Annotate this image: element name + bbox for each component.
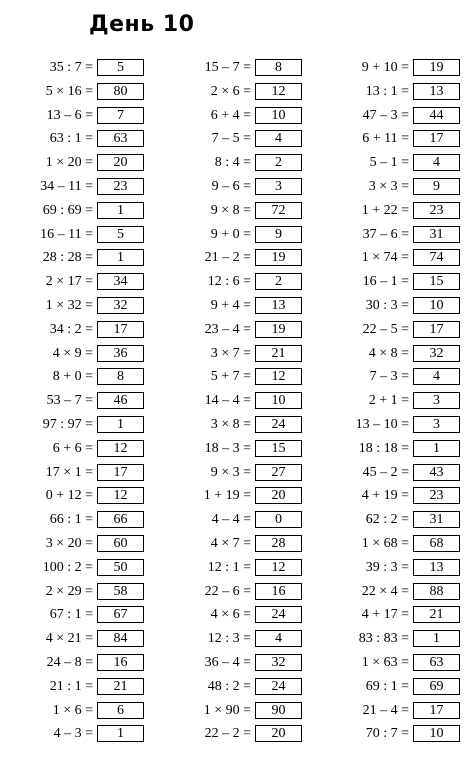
problem-expression: 22 × 4 =: [361, 583, 409, 599]
problem-expression: 97 : 97 =: [42, 416, 93, 432]
problem-row: [0, 200, 155, 224]
answer-box: 0: [255, 511, 302, 528]
problem-expression: 1 × 32 =: [45, 297, 93, 313]
answer-box: 60: [97, 535, 144, 552]
answer-box: 43: [413, 464, 460, 481]
problem-row: [0, 628, 155, 652]
answer-box: 21: [97, 678, 144, 695]
problem-row: [316, 224, 471, 248]
answer-box: 66: [97, 511, 144, 528]
problem-expression: 12 : 6 =: [207, 274, 251, 290]
problem-expression: 22 – 2 =: [204, 726, 251, 742]
problem-row: [316, 366, 471, 390]
answer-box: 21: [413, 606, 460, 623]
problem-expression: 3 × 20 =: [45, 535, 93, 551]
problem-expression: 5 × 16 =: [45, 83, 93, 99]
answer-box: 44: [413, 107, 460, 124]
problem-row: [0, 700, 155, 724]
problem-expression: 4 × 6 =: [210, 607, 251, 623]
problem-expression: 0 + 12 =: [45, 488, 93, 504]
problem-expression: 69 : 1 =: [365, 678, 409, 694]
problem-expression: 1 × 68 =: [361, 535, 409, 551]
problem-expression: 2 × 29 =: [45, 583, 93, 599]
problem-row: [0, 652, 155, 676]
problem-row: [158, 581, 313, 605]
problem-expression: 1 × 63 =: [361, 654, 409, 670]
answer-box: 68: [413, 535, 460, 552]
problem-row: [158, 57, 313, 81]
problem-row: [0, 485, 155, 509]
answer-box: 12: [255, 368, 302, 385]
problem-expression: 67 : 1 =: [49, 607, 93, 623]
answer-box: 63: [97, 130, 144, 147]
problem-expression: 15 – 7 =: [204, 60, 251, 75]
answer-box: 12: [255, 83, 302, 100]
answer-box: 23: [413, 202, 460, 219]
problem-row: [0, 723, 155, 747]
problem-row: [158, 676, 313, 700]
problem-row: [0, 247, 155, 271]
problem-expression: 62 : 2 =: [365, 512, 409, 528]
answer-box: 17: [413, 130, 460, 147]
problem-row: [0, 295, 155, 319]
problem-expression: 13 : 1 =: [365, 83, 409, 99]
answer-box: 21: [255, 345, 302, 362]
answer-box: 4: [255, 630, 302, 647]
problem-expression: 5 + 7 =: [210, 369, 251, 385]
problem-expression: 2 × 6 =: [210, 83, 251, 99]
answer-box: 8: [97, 368, 144, 385]
answer-box: 1: [97, 249, 144, 266]
answer-box: 1: [97, 725, 144, 742]
problem-expression: 13 – 10 =: [355, 416, 409, 432]
problem-expression: 16 – 1 =: [362, 274, 409, 290]
problem-expression: 16 – 11 =: [40, 226, 93, 242]
problem-row: [158, 414, 313, 438]
answer-box: 80: [97, 83, 144, 100]
problem-expression: 23 – 4 =: [204, 321, 251, 337]
problem-expression: 34 – 11 =: [40, 178, 93, 194]
problem-row: [0, 343, 155, 367]
problem-expression: 21 – 4 =: [362, 702, 409, 718]
problem-expression: 1 × 20 =: [45, 155, 93, 171]
answer-box: 4: [255, 130, 302, 147]
answer-box: 31: [413, 226, 460, 243]
problem-row: [0, 105, 155, 129]
answer-box: 46: [97, 392, 144, 409]
problem-expression: 45 – 2 =: [362, 464, 409, 480]
problem-row: [0, 676, 155, 700]
problem-expression: 4 – 3 =: [53, 726, 93, 742]
problem-expression: 12 : 1 =: [207, 559, 251, 575]
answer-box: 90: [255, 702, 302, 719]
answer-box: 17: [97, 464, 144, 481]
answer-box: 36: [97, 345, 144, 362]
problem-expression: 1 + 22 =: [361, 202, 409, 218]
problem-expression: 21 : 1 =: [49, 678, 93, 694]
problem-row: [316, 81, 471, 105]
problem-row: [158, 438, 313, 462]
answer-box: 74: [413, 249, 460, 266]
answer-box: 28: [255, 535, 302, 552]
problem-row: [158, 343, 313, 367]
answer-box: 3: [413, 416, 460, 433]
problem-expression: 9 + 10 =: [361, 60, 409, 75]
problem-row: [316, 533, 471, 557]
problem-row: [158, 295, 313, 319]
answer-box: 1: [413, 630, 460, 647]
problem-row: [316, 604, 471, 628]
answer-box: 32: [255, 654, 302, 671]
problem-row: [316, 676, 471, 700]
problem-row: [316, 438, 471, 462]
answer-box: 50: [97, 559, 144, 576]
answer-box: 20: [255, 725, 302, 742]
problem-expression: 28 : 28 =: [42, 250, 93, 266]
problem-expression: 6 + 6 =: [52, 440, 93, 456]
answer-box: 17: [413, 702, 460, 719]
problem-expression: 6 + 11 =: [362, 131, 409, 147]
problem-row: [158, 462, 313, 486]
problem-expression: 83 : 83 =: [358, 631, 409, 647]
problem-row: [158, 152, 313, 176]
problem-expression: 3 × 7 =: [210, 345, 251, 361]
problem-row: [316, 462, 471, 486]
problem-expression: 1 × 74 =: [361, 250, 409, 266]
answer-box: 69: [413, 678, 460, 695]
problem-row: [316, 557, 471, 581]
answer-box: 32: [97, 297, 144, 314]
answer-box: 32: [413, 345, 460, 362]
problem-row: [316, 485, 471, 509]
problem-row: [158, 224, 313, 248]
problem-expression: 2 + 1 =: [368, 393, 409, 409]
problem-expression: 36 – 4 =: [204, 654, 251, 670]
answer-box: 16: [255, 583, 302, 600]
problem-expression: 30 : 3 =: [365, 297, 409, 313]
problem-row: [0, 414, 155, 438]
problem-row: [0, 581, 155, 605]
problem-row: [158, 557, 313, 581]
answer-box: 1: [413, 440, 460, 457]
problem-expression: 47 – 3 =: [362, 107, 409, 123]
problem-row: [0, 604, 155, 628]
problem-row: [316, 152, 471, 176]
answer-box: 10: [413, 725, 460, 742]
answer-box: 13: [255, 297, 302, 314]
problem-row: [316, 319, 471, 343]
answer-box: 7: [97, 107, 144, 124]
problem-row: [316, 343, 471, 367]
answer-box: 4: [413, 368, 460, 385]
answer-box: 8: [255, 59, 302, 76]
problem-row: [316, 128, 471, 152]
problem-expression: 35 : 7 =: [49, 60, 93, 75]
problem-row: [158, 176, 313, 200]
answer-box: 27: [255, 464, 302, 481]
answer-box: 13: [413, 559, 460, 576]
problem-row: [316, 723, 471, 747]
problem-row: [0, 533, 155, 557]
problem-row: [158, 533, 313, 557]
problem-row: [316, 247, 471, 271]
answer-box: 9: [255, 226, 302, 243]
answer-box: 1: [97, 416, 144, 433]
problem-expression: 2 × 17 =: [45, 274, 93, 290]
problem-row: [158, 247, 313, 271]
answer-box: 34: [97, 273, 144, 290]
problem-expression: 9 + 0 =: [210, 226, 251, 242]
problem-row: [0, 509, 155, 533]
answer-box: 84: [97, 630, 144, 647]
problem-row: [158, 319, 313, 343]
problem-expression: 3 × 3 =: [368, 178, 409, 194]
answer-box: 3: [413, 392, 460, 409]
problem-column-2: [158, 57, 313, 747]
problem-expression: 18 – 3 =: [204, 440, 251, 456]
answer-box: 5: [97, 59, 144, 76]
answer-box: 24: [255, 606, 302, 623]
problem-row: [158, 81, 313, 105]
answer-box: 72: [255, 202, 302, 219]
problem-expression: 1 × 90 =: [203, 702, 251, 718]
problem-expression: 8 : 4 =: [214, 155, 251, 171]
problem-row: [0, 271, 155, 295]
answer-box: 4: [413, 154, 460, 171]
problem-expression: 100 : 2 =: [42, 559, 93, 575]
problem-row: [158, 628, 313, 652]
answer-box: 10: [255, 107, 302, 124]
problem-row: [0, 438, 155, 462]
problem-expression: 7 – 5 =: [211, 131, 251, 147]
answer-box: 19: [413, 59, 460, 76]
problem-expression: 39 : 3 =: [365, 559, 409, 575]
problem-row: [0, 557, 155, 581]
answer-box: 15: [413, 273, 460, 290]
problem-expression: 4 × 7 =: [210, 535, 251, 551]
problem-row: [158, 200, 313, 224]
answer-box: 9: [413, 178, 460, 195]
problem-row: [0, 366, 155, 390]
problem-row: [316, 581, 471, 605]
answer-box: 19: [255, 249, 302, 266]
problem-expression: 63 : 1 =: [49, 131, 93, 147]
problem-expression: 69 : 69 =: [42, 202, 93, 218]
problem-expression: 9 + 4 =: [210, 297, 251, 313]
answer-box: 23: [413, 487, 460, 504]
problem-expression: 24 – 8 =: [46, 654, 93, 670]
answer-box: 6: [97, 702, 144, 719]
answer-box: 1: [97, 202, 144, 219]
problem-row: [158, 366, 313, 390]
problem-row: [316, 200, 471, 224]
problem-row: [316, 390, 471, 414]
problem-row: [158, 485, 313, 509]
problem-expression: 34 : 2 =: [49, 321, 93, 337]
problem-expression: 8 + 0 =: [52, 369, 93, 385]
problem-row: [0, 81, 155, 105]
problem-expression: 1 + 19 =: [203, 488, 251, 504]
problem-expression: 70 : 7 =: [365, 726, 409, 742]
answer-box: 24: [255, 416, 302, 433]
problem-row: [158, 652, 313, 676]
problem-expression: 22 – 6 =: [204, 583, 251, 599]
answer-box: 12: [97, 487, 144, 504]
answer-box: 20: [97, 154, 144, 171]
problem-expression: 9 × 8 =: [210, 202, 251, 218]
answer-box: 31: [413, 511, 460, 528]
problem-expression: 12 : 3 =: [207, 631, 251, 647]
problem-row: [316, 105, 471, 129]
answer-box: 20: [255, 487, 302, 504]
answer-box: 23: [97, 178, 144, 195]
problem-row: [316, 414, 471, 438]
problem-expression: 37 – 6 =: [362, 226, 409, 242]
answer-box: 17: [97, 321, 144, 338]
answer-box: 63: [413, 654, 460, 671]
problem-row: [158, 128, 313, 152]
answer-box: 24: [255, 678, 302, 695]
problem-row: [0, 57, 155, 81]
problem-expression: 53 – 7 =: [46, 393, 93, 409]
answer-box: 58: [97, 583, 144, 600]
problem-row: [158, 604, 313, 628]
problem-expression: 9 × 3 =: [210, 464, 251, 480]
answer-box: 13: [413, 83, 460, 100]
problem-row: [158, 509, 313, 533]
problem-row: [316, 652, 471, 676]
answer-box: 10: [413, 297, 460, 314]
problem-row: [158, 700, 313, 724]
answer-box: 88: [413, 583, 460, 600]
problem-row: [158, 390, 313, 414]
answer-box: 2: [255, 154, 302, 171]
problem-row: [0, 462, 155, 486]
answer-box: 2: [255, 273, 302, 290]
answer-box: 17: [413, 321, 460, 338]
problem-expression: 4 × 8 =: [368, 345, 409, 361]
problem-row: [0, 390, 155, 414]
answer-box: 12: [255, 559, 302, 576]
problem-column-3: [316, 57, 471, 747]
problem-row: [158, 271, 313, 295]
answer-box: 15: [255, 440, 302, 457]
problem-expression: 4 + 19 =: [361, 488, 409, 504]
problem-row: [316, 176, 471, 200]
problem-expression: 6 + 4 =: [210, 107, 251, 123]
problem-row: [316, 628, 471, 652]
problem-column-1: [0, 57, 155, 747]
problem-expression: 21 – 2 =: [204, 250, 251, 266]
problem-expression: 13 – 6 =: [46, 107, 93, 123]
problem-row: [316, 700, 471, 724]
problem-expression: 14 – 4 =: [204, 393, 251, 409]
problem-expression: 7 – 3 =: [369, 369, 409, 385]
problem-row: [316, 271, 471, 295]
answer-box: 16: [97, 654, 144, 671]
problem-row: [158, 105, 313, 129]
answer-box: 10: [255, 392, 302, 409]
problem-row: [316, 295, 471, 319]
problem-row: [316, 509, 471, 533]
problem-expression: 1 × 6 =: [52, 702, 93, 718]
problem-expression: 48 : 2 =: [207, 678, 251, 694]
answer-box: 5: [97, 226, 144, 243]
problem-expression: 4 × 21 =: [45, 631, 93, 647]
problem-row: [158, 723, 313, 747]
problem-expression: 22 – 5 =: [362, 321, 409, 337]
answer-box: 3: [255, 178, 302, 195]
problem-row: [0, 152, 155, 176]
problem-expression: 18 : 18 =: [358, 440, 409, 456]
answer-box: 19: [255, 321, 302, 338]
problem-row: [0, 176, 155, 200]
problem-expression: 4 × 9 =: [52, 345, 93, 361]
problem-expression: 3 × 8 =: [210, 416, 251, 432]
page-title: День 10: [89, 12, 195, 37]
problem-expression: 66 : 1 =: [49, 512, 93, 528]
problem-expression: 5 – 1 =: [369, 155, 409, 171]
answer-box: 67: [97, 606, 144, 623]
problem-row: [316, 57, 471, 81]
problem-row: [0, 319, 155, 343]
problem-expression: 4 + 17 =: [361, 607, 409, 623]
problem-row: [0, 128, 155, 152]
problem-expression: 9 – 6 =: [211, 178, 251, 194]
problem-expression: 4 – 4 =: [211, 512, 251, 528]
problem-row: [0, 224, 155, 248]
problem-expression: 17 × 1 =: [45, 464, 93, 480]
answer-box: 12: [97, 440, 144, 457]
